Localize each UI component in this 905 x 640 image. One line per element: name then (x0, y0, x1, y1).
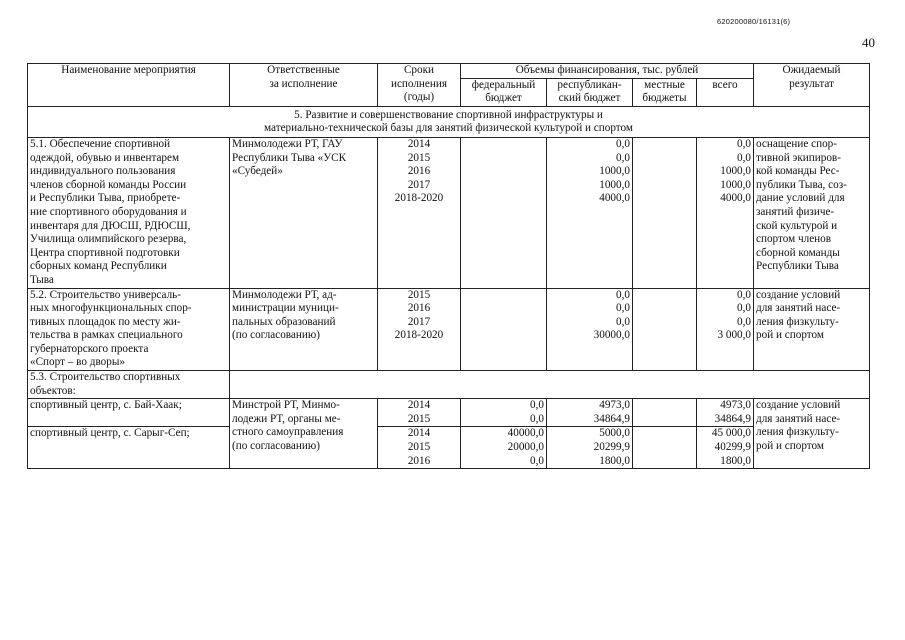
row-5-3-a-name: спортивный центр, с. Бай-Хаак; (28, 399, 230, 427)
header-result: Ожидаемый результат (754, 64, 870, 107)
row-5-1-years: 2014 2015 2016 2017 2018-2020 (378, 137, 461, 288)
row-5-3-b-federal: 40000,0 20000,0 0,0 (461, 427, 547, 469)
row-5-3-result: создание условий для занятий насе- ления физкульту- рой и спортом (754, 399, 870, 469)
header-name: Наименование мероприятия (28, 64, 230, 107)
header-republic: республикан- ский бюджет (547, 78, 633, 106)
row-5-3-a-years: 2014 2015 (378, 399, 461, 427)
row-5-2-result: создание условий для занятий насе- ления физкульту- рой и спортом (754, 288, 870, 371)
row-5-3-a-local (633, 399, 697, 427)
table-row (28, 137, 870, 288)
row-5-2-total: 0,0 0,0 0,0 3 000,0 (697, 288, 754, 371)
row-5-3-b-local (633, 427, 697, 469)
header-row-1 (28, 64, 870, 79)
header-local: местные бюджеты (633, 78, 697, 106)
header-total: всего (697, 78, 754, 106)
table-row (28, 288, 870, 371)
section-row (28, 106, 870, 137)
row-5-1-name: 5.1. Обеспечение спортивной одеждой, обувью и инвентарем индивидуального пользования членов сборной команды России и Республики Тыва, приобрете- ние спортивного оборудования и инвентаря для ДЮСШ, РДЮСШ, Училища олимпийского резерва, Центра спортивной подготовки сборных команд Республики Тыва (28, 137, 230, 288)
header-funding: Объемы финансирования, тыс. рублей (461, 64, 754, 79)
table-row (28, 399, 870, 427)
row-5-1-total: 0,0 0,0 1000,0 1000,0 4000,0 (697, 137, 754, 288)
table-row (28, 427, 870, 469)
row-5-2-name: 5.2. Строительство универсаль- ных многофункциональных спор- тивных площадок по месту жи- тельства в рамках специального губернаторского проекта «Спорт – во дворы» (28, 288, 230, 371)
header-terms: Сроки исполнения (годы) (378, 64, 461, 107)
row-5-1-federal (461, 137, 547, 288)
row-5-1-result: оснащение спор- тивной экипиров- кой команды Рес- публики Тыва, соз- дание условий для занятий физиче- ской культурой и спортом членов сборной команды Республики Тыва (754, 137, 870, 288)
row-5-3-b-years: 2014 2015 2016 (378, 427, 461, 469)
row-5-3-name: 5.3. Строительство спортивных объектов: (28, 371, 230, 399)
row-5-3-b-republic: 5000,0 20299,9 1800,0 (547, 427, 633, 469)
row-5-2-federal (461, 288, 547, 371)
row-5-2-responsible: Минмолодежи РТ, ад- министрации муници- пальных образований (по согласованию) (230, 288, 378, 371)
row-5-3-a-federal: 0,0 0,0 (461, 399, 547, 427)
row-5-3-responsible: Минстрой РТ, Минмо- лодежи РТ, органы ме- стного самоуправления (по согласованию) (230, 399, 378, 469)
row-5-3-a-republic: 4973,0 34864,9 (547, 399, 633, 427)
page-number: 40 (862, 35, 875, 50)
row-5-3-empty (230, 371, 870, 399)
header-federal: федеральный бюджет (461, 78, 547, 106)
row-5-1-responsible: Минмолодежи РТ, ГАУ Республики Тыва «УСК «Субедей» (230, 137, 378, 288)
row-5-3-a-total: 4973,0 34864,9 (697, 399, 754, 427)
row-5-2-years: 2015 2016 2017 2018-2020 (378, 288, 461, 371)
row-5-2-republic: 0,0 0,0 0,0 30000,0 (547, 288, 633, 371)
row-5-3-b-total: 45 000,0 40299,9 1800,0 (697, 427, 754, 469)
header-responsible: Ответственные за исполнение (230, 64, 378, 107)
document-id: 620200080/16131(6) (717, 17, 791, 26)
funding-table (27, 63, 870, 469)
table-row (28, 371, 870, 399)
row-5-2-local (633, 288, 697, 371)
row-5-1-republic: 0,0 0,0 1000,0 1000,0 4000,0 (547, 137, 633, 288)
row-5-3-b-name: спортивный центр, с. Сарыг-Сеп; (28, 427, 230, 469)
section-title: 5. Развитие и совершенствование спортивной инфраструктуры и материально-технической базы для занятий физической культурой и спортом (28, 106, 870, 137)
row-5-1-local (633, 137, 697, 288)
